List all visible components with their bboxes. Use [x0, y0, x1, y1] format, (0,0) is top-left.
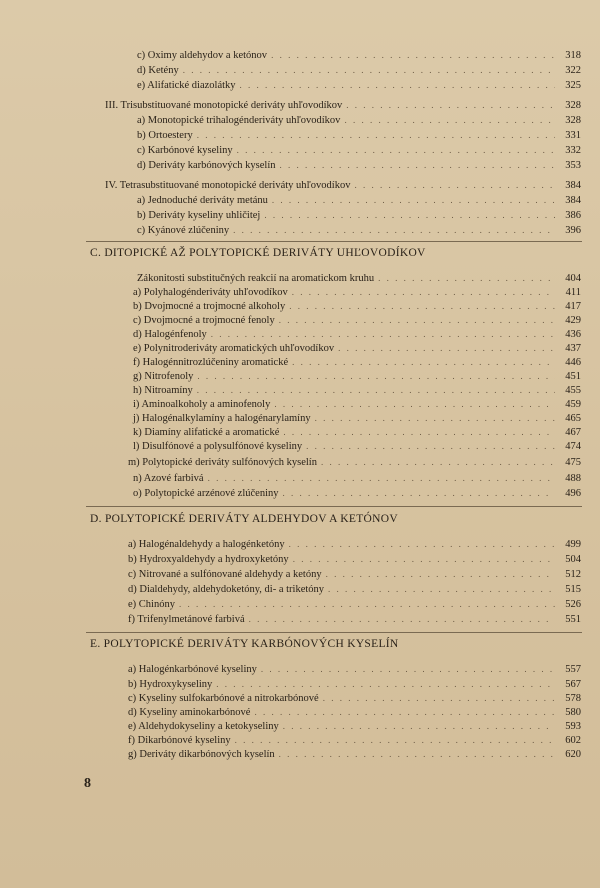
toc-entry — [128, 678, 581, 691]
toc-entry-label: k) Diamíny alifatické a aromatické — [133, 427, 280, 438]
toc-entry-label: h) Nitroamíny — [133, 385, 193, 396]
toc-entry-label: f) Dikarbónové kyseliny — [128, 735, 231, 746]
leader-dots — [306, 440, 555, 453]
page-number: 8 — [84, 776, 91, 791]
toc-entry-page: 459 — [565, 399, 581, 410]
toc-entry-label: n) Azové farbivá — [133, 473, 204, 484]
section-heading: D. POLYTOPICKÉ DERIVÁTY ALDEHYDOV A KETÓNOV — [90, 513, 398, 525]
toc-entry — [133, 342, 581, 355]
toc-entry — [133, 300, 581, 313]
leader-dots — [283, 426, 555, 439]
leader-dots — [233, 224, 555, 237]
toc-entry — [128, 568, 581, 581]
toc-entry-label: Zákonitosti substitučných reakcií na aromatickom kruhu — [137, 273, 375, 284]
toc-entry — [128, 538, 581, 551]
toc-entry — [128, 720, 581, 733]
toc-entry-page: 411 — [565, 287, 581, 298]
toc-entry — [137, 144, 581, 157]
leader-dots — [271, 49, 555, 62]
toc-entry-page: 515 — [565, 584, 581, 595]
toc-entry-label: a) Monotopické trihalogénderiváty uhľovodíkov — [137, 115, 341, 126]
leader-dots — [326, 568, 555, 581]
toc-entry-label: e) Aldehydokyseliny a ketokyseliny — [128, 721, 279, 732]
toc-entry-page: 593 — [565, 721, 581, 732]
toc-entry-label: d) Halogénfenoly — [133, 329, 207, 340]
leader-dots — [346, 99, 555, 112]
toc-entry-label: b) Deriváty kyseliny uhličitej — [137, 210, 261, 221]
toc-entry-label: d) Ketény — [137, 65, 179, 76]
leader-dots — [254, 706, 555, 719]
toc-entry-page: 475 — [565, 457, 581, 468]
leader-dots — [208, 472, 555, 485]
toc-entry-page: 499 — [565, 539, 581, 550]
toc-entry-page: 386 — [565, 210, 581, 221]
toc-entry-page: 417 — [565, 301, 581, 312]
toc-entry-page: 567 — [565, 679, 581, 690]
toc-entry — [137, 272, 581, 285]
section-divider — [86, 632, 582, 633]
toc-entry-page: 437 — [565, 343, 581, 354]
toc-entry — [128, 734, 581, 747]
leader-dots — [216, 678, 555, 691]
toc-entry-label: c) Oximy aldehydov a ketónov — [137, 50, 268, 61]
toc-entry-label: c) Dvojmocné a trojmocné fenoly — [133, 315, 275, 326]
leader-dots — [289, 538, 555, 551]
section-heading: C. DITOPICKÉ AŽ POLYTOPICKÉ DERIVÁTY UHĽOVODÍKOV — [90, 247, 426, 259]
leader-dots — [293, 553, 555, 566]
leader-dots — [211, 328, 555, 341]
leader-dots — [237, 144, 555, 157]
toc-entry — [128, 456, 581, 469]
leader-dots — [354, 179, 555, 192]
leader-dots — [338, 342, 555, 355]
toc-entry — [133, 398, 581, 411]
section-divider — [86, 241, 582, 242]
toc-entry-page: 446 — [565, 357, 581, 368]
toc-entry — [128, 613, 581, 626]
leader-dots — [235, 734, 555, 747]
toc-entry — [133, 440, 581, 453]
toc-subheading — [105, 179, 581, 192]
leader-dots — [328, 583, 555, 596]
toc-entry-page: 602 — [565, 735, 581, 746]
toc-entry-page: 353 — [565, 160, 581, 171]
toc-entry-label: b) Ortoestery — [137, 130, 193, 141]
toc-entry-page: 467 — [565, 427, 581, 438]
toc-entry-label: m) Polytopické deriváty sulfónových kyselín — [128, 457, 317, 468]
leader-dots — [264, 209, 555, 222]
toc-entry-label: c) Kyánové zlúčeniny — [137, 225, 230, 236]
toc-entry-page: 429 — [565, 315, 581, 326]
leader-dots — [240, 79, 555, 92]
leader-dots — [179, 598, 555, 611]
leader-dots — [323, 692, 555, 705]
toc-entry — [133, 314, 581, 327]
leader-dots — [344, 114, 555, 127]
leader-dots — [280, 159, 555, 172]
toc-entry-page: 455 — [565, 385, 581, 396]
toc-entry — [133, 356, 581, 369]
toc-entry — [137, 209, 581, 222]
leader-dots — [315, 412, 555, 425]
leader-dots — [321, 456, 555, 469]
toc-entry-label: g) Nitrofenoly — [133, 371, 194, 382]
leader-dots — [292, 356, 555, 369]
toc-entry-page: 557 — [565, 664, 581, 675]
toc-entry-label: i) Aminoalkoholy a aminofenoly — [133, 399, 271, 410]
toc-entry-label: a) Halogénkarbónové kyseliny — [128, 664, 257, 675]
toc-entry — [137, 114, 581, 127]
section-heading: E. POLYTOPICKÉ DERIVÁTY KARBÓNOVÝCH KYSELÍN — [90, 638, 399, 650]
toc-entry-label: j) Halogénalkylamíny a halogénarylamíny — [133, 413, 311, 424]
toc-entry-page: 474 — [565, 441, 581, 452]
toc-entry-page: 488 — [565, 473, 581, 484]
toc-entry — [133, 328, 581, 341]
toc-entry-label: c) Kyseliny sulfokarbónové a nitrokarbónové — [128, 693, 319, 704]
leader-dots — [279, 314, 555, 327]
leader-dots — [279, 748, 555, 761]
toc-subheading — [105, 99, 581, 112]
toc-entry — [133, 384, 581, 397]
toc-entry-page: 578 — [565, 693, 581, 704]
toc-entry-page: 396 — [565, 225, 581, 236]
toc-entry-page: 465 — [565, 413, 581, 424]
toc-entry-page: 384 — [565, 180, 581, 191]
toc-entry — [128, 598, 581, 611]
toc-entry-label: d) Kyseliny aminokarbónové — [128, 707, 251, 718]
toc-entry-page: 328 — [565, 100, 581, 111]
toc-entry-page: 504 — [565, 554, 581, 565]
toc-entry-label: a) Jednoduché deriváty metánu — [137, 195, 268, 206]
toc-entry-page: 451 — [565, 371, 581, 382]
toc-entry-label: o) Polytopické arzénové zlúčeniny — [133, 488, 279, 499]
toc-entry-page: 384 — [565, 195, 581, 206]
toc-entry — [133, 286, 581, 299]
toc-entry-page: 318 — [565, 50, 581, 61]
toc-entry — [128, 706, 581, 719]
toc-entry-label: c) Nitrované a sulfónované aldehydy a ketóny — [128, 569, 322, 580]
section-divider — [86, 506, 582, 507]
toc-entry-label: b) Hydroxykyseliny — [128, 679, 213, 690]
toc-entry-label: a) Polyhalogénderiváty uhľovodíkov — [133, 287, 288, 298]
leader-dots — [272, 194, 555, 207]
toc-entry-label: f) Halogénnitrozlúčeniny aromatické — [133, 357, 289, 368]
leader-dots — [197, 129, 555, 142]
toc-entry-label: l) Disulfónové a polysulfónové kyseliny — [133, 441, 303, 452]
toc-entry — [137, 49, 581, 62]
toc-entry-label: f) Trifenylmetánové farbivá — [128, 614, 245, 625]
toc-entry — [137, 159, 581, 172]
toc-entry-label: c) Karbónové kyseliny — [137, 145, 233, 156]
leader-dots — [183, 64, 555, 77]
toc-entry — [133, 370, 581, 383]
toc-entry — [137, 79, 581, 92]
toc-entry-page: 436 — [565, 329, 581, 340]
toc-entry — [137, 64, 581, 77]
toc-entry-label: b) Dvojmocné a trojmocné alkoholy — [133, 301, 286, 312]
toc-entry-page: 328 — [565, 115, 581, 126]
leader-dots — [197, 384, 555, 397]
toc-entry-page: 322 — [565, 65, 581, 76]
leader-dots — [261, 663, 555, 676]
toc-entry — [128, 663, 581, 676]
toc-entry-label: d) Deriváty karbónových kyselín — [137, 160, 276, 171]
toc-entry — [128, 553, 581, 566]
toc-entry-label: a) Halogénaldehydy a halogénketóny — [128, 539, 285, 550]
leader-dots — [283, 720, 555, 733]
toc-entry-page: 512 — [565, 569, 581, 580]
toc-entry-page: 526 — [565, 599, 581, 610]
leader-dots — [283, 487, 556, 500]
toc-entry-page: 404 — [565, 273, 581, 284]
leader-dots — [274, 398, 555, 411]
toc-entry — [137, 224, 581, 237]
toc-entry — [128, 692, 581, 705]
toc-entry-page: 331 — [565, 130, 581, 141]
toc-entry-page: 551 — [565, 614, 581, 625]
toc-entry — [133, 426, 581, 439]
toc-entry — [128, 748, 581, 761]
toc-entry-page: 620 — [565, 749, 581, 760]
leader-dots — [249, 613, 555, 626]
toc-entry-label: IV. Tetrasubstituované monotopické deriváty uhľovodíkov — [105, 180, 351, 191]
leader-dots — [289, 300, 555, 313]
toc-entry-label: d) Dialdehydy, aldehydoketóny, di- a triketóny — [128, 584, 325, 595]
leader-dots — [197, 370, 555, 383]
toc-entry-label: e) Polynitroderiváty aromatických uhľovodíkov — [133, 343, 335, 354]
toc-entry — [137, 129, 581, 142]
toc-entry-label: g) Deriváty dikarbónových kyselín — [128, 749, 275, 760]
toc-entry — [133, 472, 581, 485]
toc-entry-page: 332 — [565, 145, 581, 156]
toc-entry-label: III. Trisubstituované monotopické deriváty uhľovodíkov — [105, 100, 343, 111]
toc-entry-page: 325 — [565, 80, 581, 91]
toc-entry-page: 580 — [565, 707, 581, 718]
leader-dots — [292, 286, 555, 299]
toc-entry — [133, 412, 581, 425]
toc-entry-label: b) Hydroxyaldehydy a hydroxyketóny — [128, 554, 289, 565]
toc-entry-label: e) Chinóny — [128, 599, 175, 610]
toc-entry — [128, 583, 581, 596]
toc-entry — [133, 487, 581, 500]
toc-entry-label: e) Alifatické diazolátky — [137, 80, 236, 91]
leader-dots — [378, 272, 555, 285]
toc-entry-page: 496 — [565, 488, 581, 499]
toc-entry — [137, 194, 581, 207]
